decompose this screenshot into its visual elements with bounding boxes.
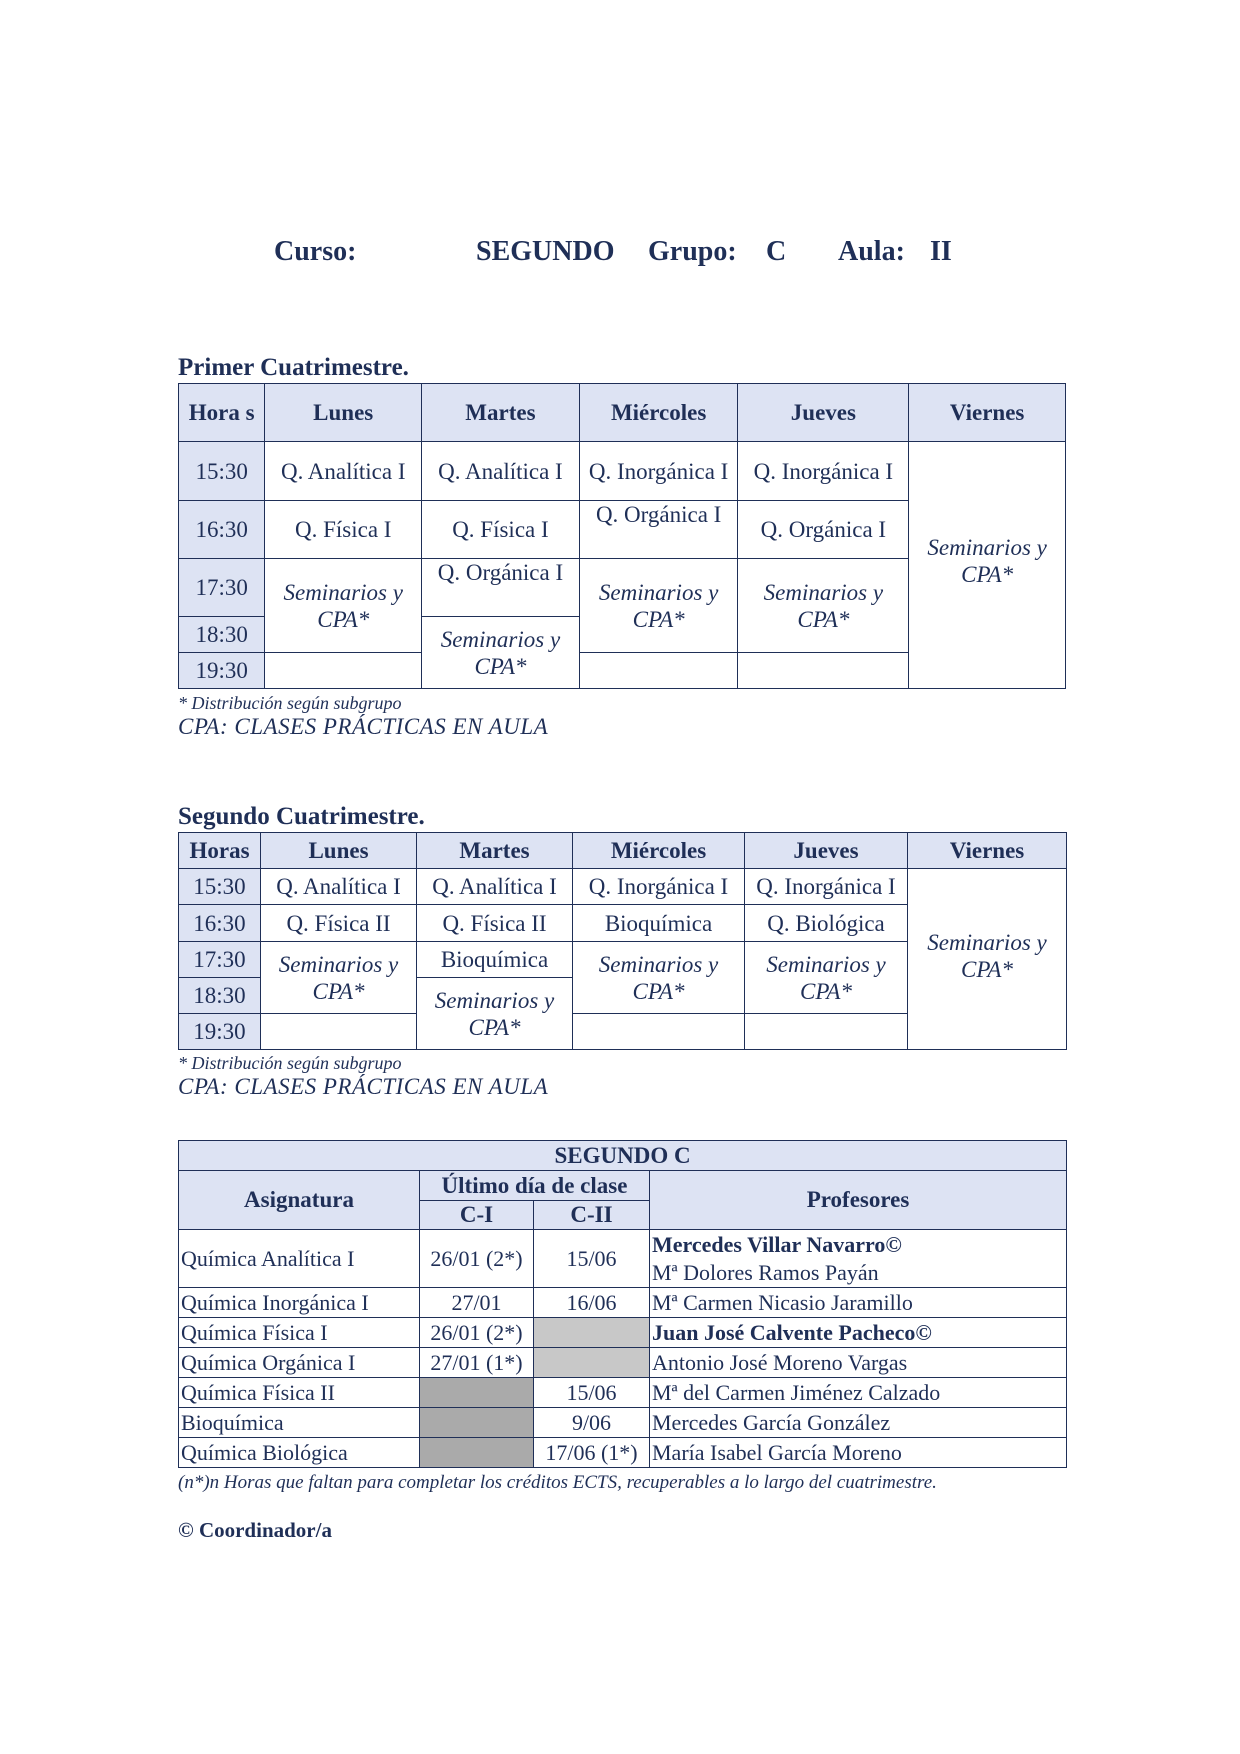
aula-value: II	[930, 236, 952, 267]
cii-date-cell: 9/06	[534, 1408, 650, 1438]
column-header: Viernes	[908, 833, 1067, 869]
class-cell: Seminarios y CPA*	[745, 942, 908, 1014]
professor: Mª del Carmen Jiménez Calzado	[650, 1378, 1067, 1408]
empty-cell	[579, 653, 738, 689]
first-note-cpa: CPA: CLASES PRÁCTICAS EN AULA	[178, 714, 549, 739]
column-header: C-I	[420, 1201, 534, 1230]
empty-cell	[573, 1014, 745, 1050]
empty-shaded-cell	[534, 1318, 650, 1348]
hour-cell: 15:30	[179, 442, 265, 501]
second-semester-title: Segundo Cuatrimestre.	[178, 803, 425, 830]
class-cell: Q. Física II	[261, 905, 417, 942]
class-cell: Q. Física I	[265, 501, 422, 559]
professor: Mª Dolores Ramos Payán	[652, 1259, 879, 1285]
ci-date-cell: 26/01 (2*)	[420, 1230, 534, 1288]
class-cell: Q. Analítica I	[417, 869, 573, 905]
professors-cell	[650, 1230, 1067, 1288]
class-cell: Seminarios y CPA*	[573, 942, 745, 1014]
table-row	[179, 1288, 1067, 1318]
class-cell: Seminarios y CPA*	[417, 978, 573, 1050]
column-header: Último día de clase	[420, 1171, 650, 1201]
professor-coordinator: Juan José Calvente Pacheco©	[650, 1318, 1067, 1348]
hour-cell: 19:30	[179, 653, 265, 689]
class-cell: Q. Inorgánica I	[738, 442, 909, 501]
column-header: Martes	[417, 833, 573, 869]
class-cell: Seminarios y CPA*	[261, 942, 417, 1014]
hour-cell: 15:30	[179, 869, 261, 905]
hour-cell: 17:30	[179, 559, 265, 617]
first-semester-title: Primer Cuatrimestre.	[178, 354, 409, 381]
subjects-table	[178, 1140, 1067, 1468]
column-header: Miércoles	[573, 833, 745, 869]
class-cell: Q. Orgánica I	[738, 501, 909, 559]
empty-cell	[738, 653, 909, 689]
grupo-value: C	[766, 236, 787, 267]
column-header: Viernes	[909, 384, 1066, 442]
second-semester-schedule	[178, 832, 1067, 1050]
class-cell: Seminarios y CPA*	[579, 559, 738, 653]
cii-date-cell: 15/06	[534, 1230, 650, 1288]
column-header: Jueves	[738, 384, 909, 442]
hour-cell: 16:30	[179, 905, 261, 942]
subject-cell: Química Biológica	[179, 1438, 420, 1468]
class-cell: Q. Física II	[417, 905, 573, 942]
class-cell: Q. Orgánica I	[579, 501, 738, 559]
class-cell: Q. Orgánica I	[422, 559, 580, 617]
column-header: Martes	[422, 384, 580, 442]
column-header: Horas	[179, 833, 261, 869]
class-cell: Q. Analítica I	[261, 869, 417, 905]
curso-label: Curso:	[274, 236, 357, 267]
cii-date-cell: 17/06 (1*)	[534, 1438, 650, 1468]
empty-shaded-cell	[420, 1438, 534, 1468]
professor: Mercedes García González	[650, 1408, 1067, 1438]
class-cell: Seminarios y CPA*	[909, 442, 1066, 689]
first-note-distribution: * Distribución según subgrupo	[178, 693, 402, 713]
first-semester-schedule	[178, 383, 1066, 689]
hour-cell: 19:30	[179, 1014, 261, 1050]
column-header: Miércoles	[579, 384, 738, 442]
column-header: Asignatura	[179, 1171, 420, 1230]
second-note-cpa: CPA: CLASES PRÁCTICAS EN AULA	[178, 1074, 549, 1099]
table-row	[179, 1378, 1067, 1408]
empty-shaded-cell	[534, 1348, 650, 1378]
class-cell: Seminarios y CPA*	[908, 869, 1067, 1050]
aula-label: Aula:	[838, 236, 905, 267]
class-cell: Q. Inorgánica I	[573, 869, 745, 905]
hour-cell: 17:30	[179, 942, 261, 978]
class-cell: Q. Analítica I	[265, 442, 422, 501]
professor-coordinator: Mercedes Villar Navarro©	[652, 1231, 902, 1257]
second-note-distribution: * Distribución según subgrupo	[178, 1053, 402, 1073]
empty-cell	[265, 653, 422, 689]
subject-cell: Química Inorgánica I	[179, 1288, 420, 1318]
empty-cell	[261, 1014, 417, 1050]
column-header: Lunes	[261, 833, 417, 869]
empty-shaded-cell	[420, 1408, 534, 1438]
course-header	[0, 236, 1240, 276]
cii-date-cell: 15/06	[534, 1378, 650, 1408]
table-row	[179, 1318, 1067, 1348]
class-cell: Q. Inorgánica I	[579, 442, 738, 501]
column-header: Hora s	[179, 384, 265, 442]
curso-value: SEGUNDO	[476, 236, 615, 267]
table-title: SEGUNDO C	[179, 1141, 1067, 1171]
coordinator-legend: © Coordinador/a	[178, 1518, 332, 1542]
column-header: Lunes	[265, 384, 422, 442]
professor: María Isabel García Moreno	[650, 1438, 1067, 1468]
hour-cell: 18:30	[179, 978, 261, 1014]
ci-date-cell: 26/01 (2*)	[420, 1318, 534, 1348]
ects-footnote: (n*)n Horas que faltan para completar los créditos ECTS, recuperables a lo largo del cuatrimestre.	[178, 1472, 937, 1493]
subject-cell: Bioquímica	[179, 1408, 420, 1438]
column-header: Profesores	[650, 1171, 1067, 1230]
column-header: Jueves	[745, 833, 908, 869]
class-cell: Q. Analítica I	[422, 442, 580, 501]
hour-cell: 18:30	[179, 617, 265, 653]
column-header: C-II	[534, 1201, 650, 1230]
ci-date-cell: 27/01	[420, 1288, 534, 1318]
subject-cell: Química Física I	[179, 1318, 420, 1348]
class-cell: Bioquímica	[573, 905, 745, 942]
table-row	[179, 1230, 1067, 1288]
subject-cell: Química Física II	[179, 1378, 420, 1408]
cii-date-cell: 16/06	[534, 1288, 650, 1318]
class-cell: Seminarios y CPA*	[738, 559, 909, 653]
table-row	[179, 1348, 1067, 1378]
professor: Mª Carmen Nicasio Jaramillo	[650, 1288, 1067, 1318]
class-cell: Seminarios y CPA*	[265, 559, 422, 653]
class-cell: Q. Inorgánica I	[745, 869, 908, 905]
class-cell: Q. Biológica	[745, 905, 908, 942]
subject-cell: Química Orgánica I	[179, 1348, 420, 1378]
professor: Antonio José Moreno Vargas	[650, 1348, 1067, 1378]
hour-cell: 16:30	[179, 501, 265, 559]
class-cell: Seminarios y CPA*	[422, 617, 580, 689]
ci-date-cell: 27/01 (1*)	[420, 1348, 534, 1378]
class-cell: Bioquímica	[417, 942, 573, 978]
grupo-label: Grupo:	[648, 236, 737, 267]
empty-cell	[745, 1014, 908, 1050]
subject-cell: Química Analítica I	[179, 1230, 420, 1288]
table-row	[179, 1408, 1067, 1438]
empty-shaded-cell	[420, 1378, 534, 1408]
class-cell: Q. Física I	[422, 501, 580, 559]
table-row	[179, 1438, 1067, 1468]
